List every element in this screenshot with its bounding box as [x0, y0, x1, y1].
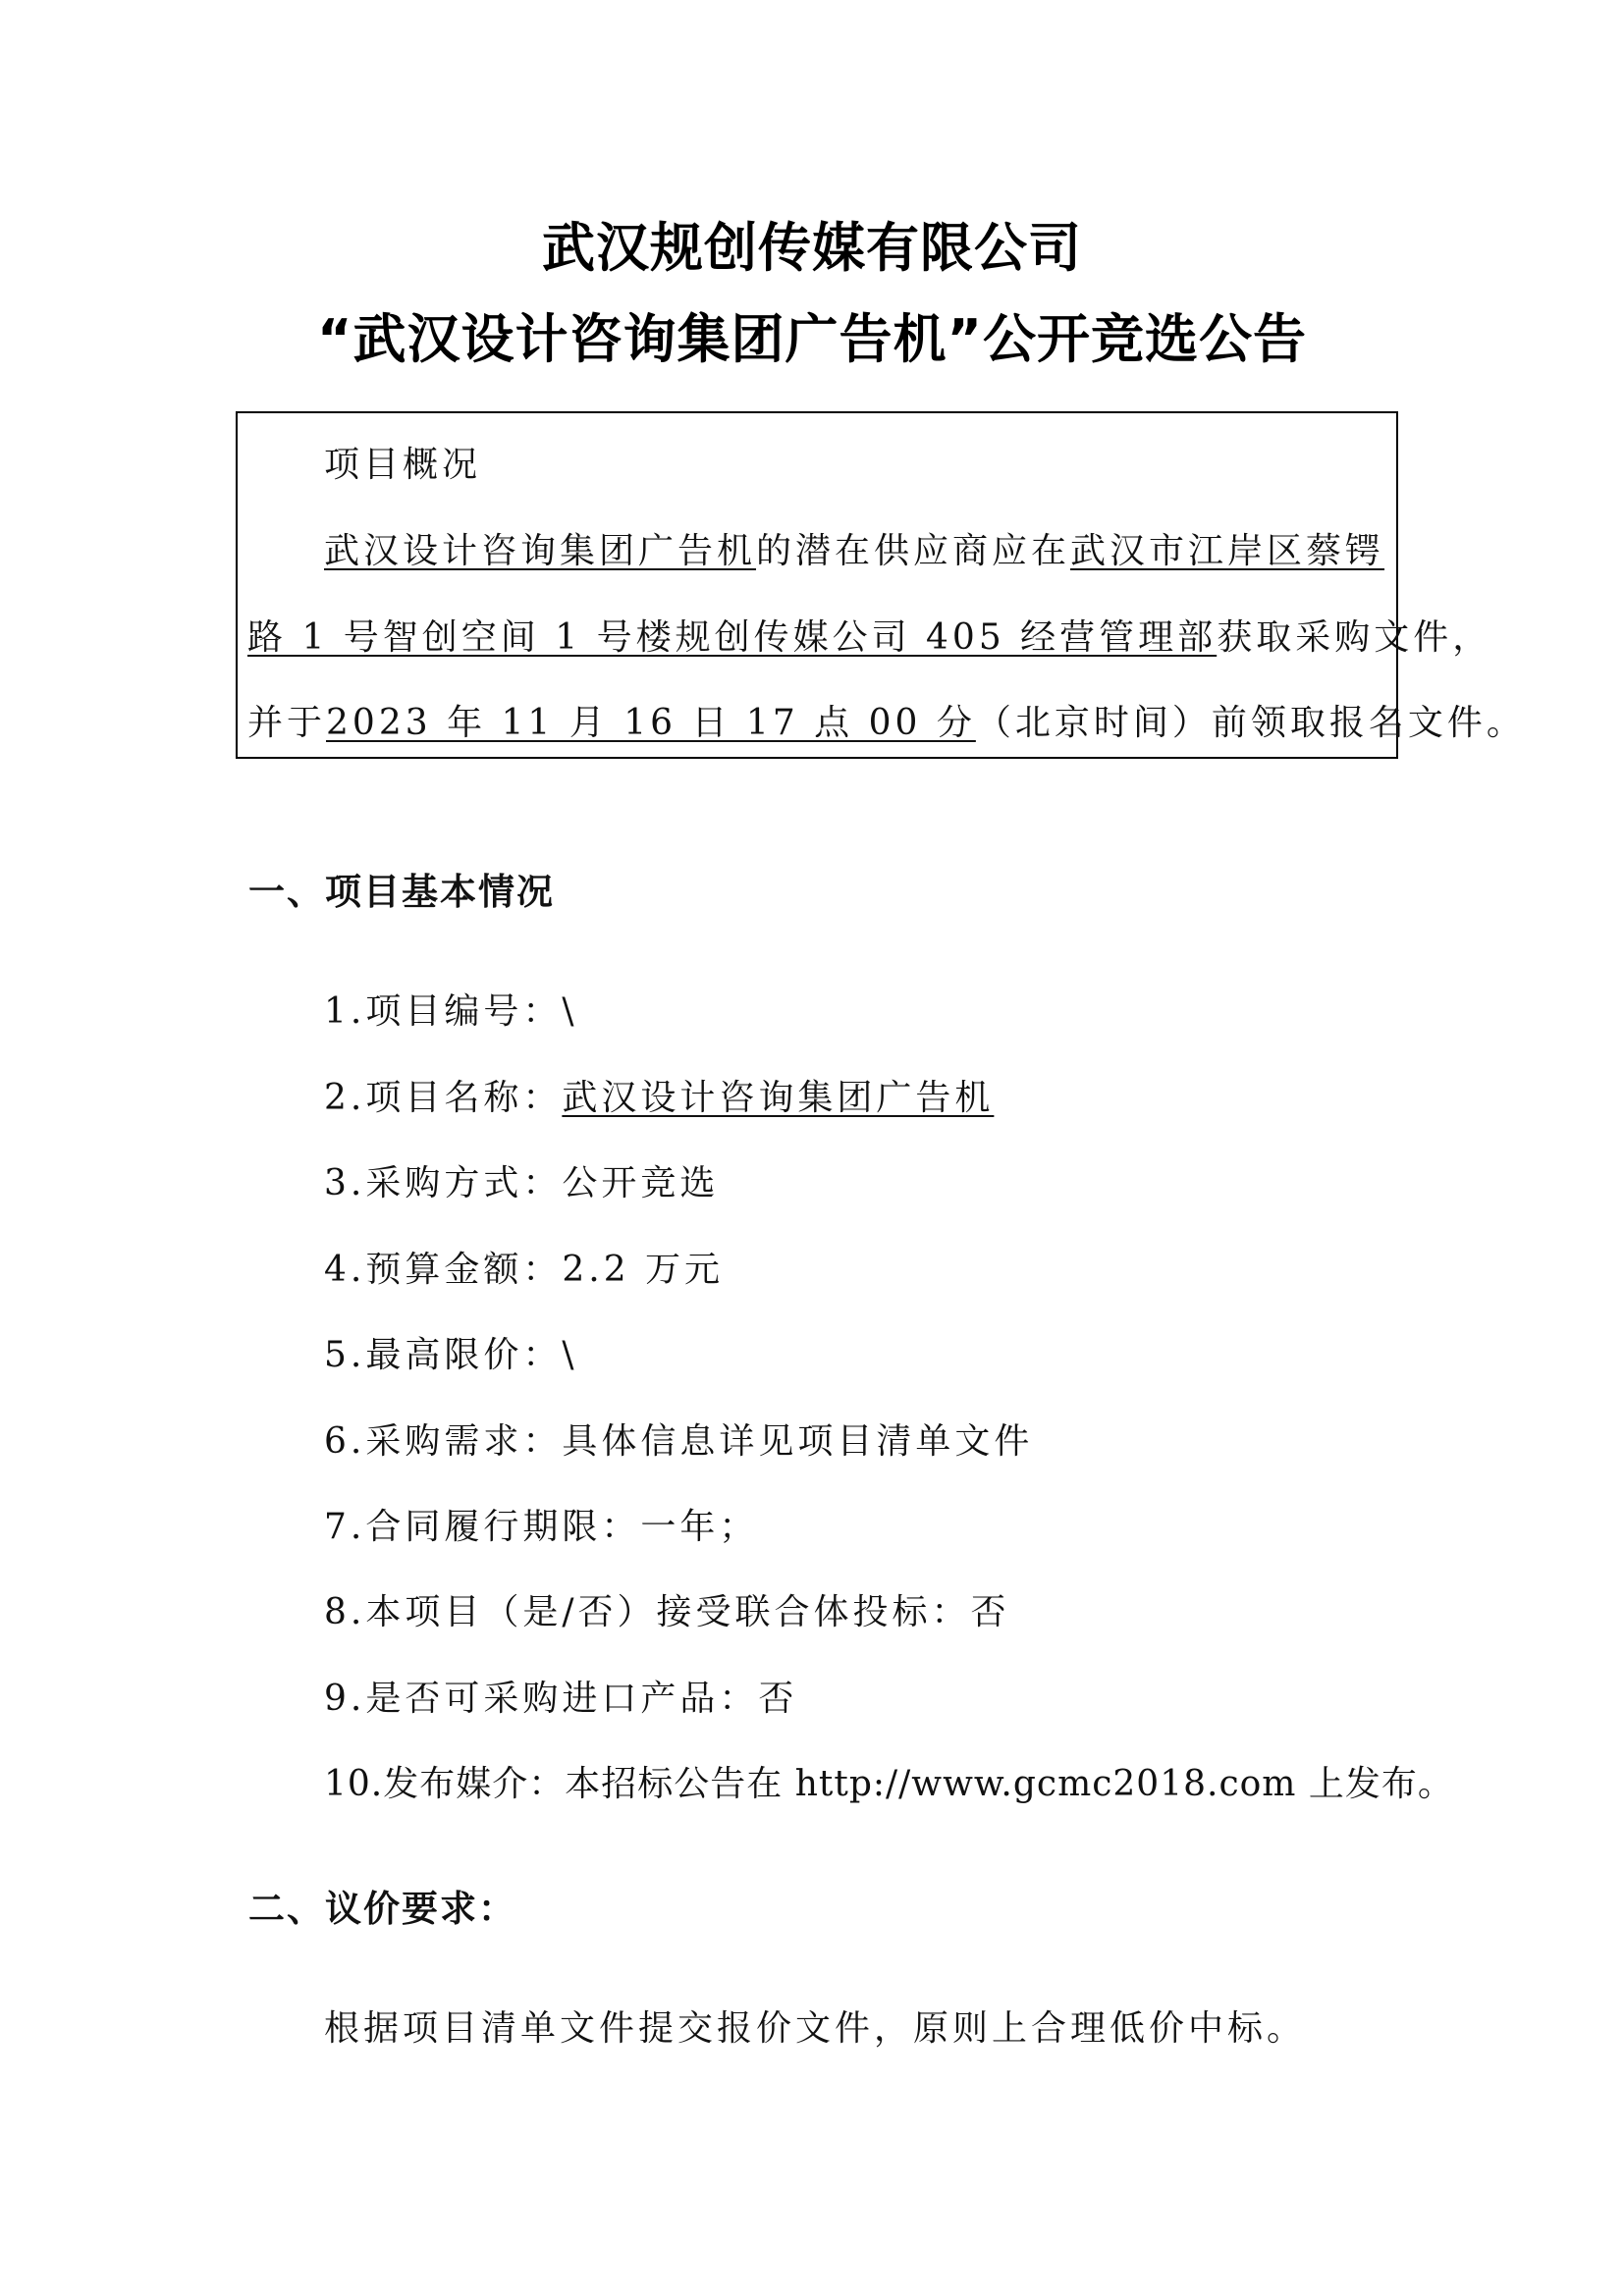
info-item-publication-media [324, 1756, 1454, 1806]
overview-deadline: 2023 年 11 月 16 日 17 点 00 分 [326, 703, 976, 743]
overview-text: （北京时间）前领取报名文件。 [975, 703, 1526, 743]
info-item-project-name [324, 1070, 994, 1120]
info-value: 公开竞选 [562, 1163, 720, 1203]
info-value: 2.2 万元 [562, 1250, 725, 1290]
info-label: 6.采购需求： [324, 1421, 563, 1462]
overview-address-part2: 路 1 号智创空间 1 号楼规创传媒公司 405 经营管理部 [247, 617, 1218, 658]
overview-line-1 [324, 523, 1384, 573]
info-item-max-price [324, 1327, 578, 1377]
info-item-project-number [324, 984, 578, 1034]
pricing-requirement-text: 根据项目清单文件提交报价文件，原则上合理低价中标。 [324, 2008, 1307, 2049]
info-item-consortium [324, 1584, 1010, 1634]
section-heading-basic-info: 一、项目基本情况 [248, 871, 555, 913]
overview-address-part1: 武汉市江岸区蔡锷 [1070, 531, 1385, 571]
info-label: 8.本项目（是/否）接受联合体投标： [324, 1592, 971, 1632]
overview-text: 并于 [247, 703, 327, 743]
overview-line-2 [247, 610, 1491, 660]
info-label: 1.项目编号： [324, 991, 563, 1032]
overview-project-name: 武汉设计咨询集团广告机 [324, 531, 757, 571]
info-value: 本招标公告在 http://www.gcmc2018.com 上发布。 [565, 1764, 1454, 1804]
section-heading-pricing: 二、议价要求： [248, 1888, 516, 1930]
info-value: 否 [758, 1679, 798, 1719]
info-label: 9.是否可采购进口产品： [324, 1679, 759, 1719]
info-item-budget [324, 1242, 724, 1292]
overview-heading: 项目概况 [324, 445, 482, 485]
info-item-requirements [324, 1414, 1033, 1464]
info-label: 7.合同履行期限： [324, 1507, 641, 1547]
info-value: 具体信息详见项目清单文件 [562, 1421, 1034, 1462]
overview-text: 的潜在供应商应在 [756, 531, 1071, 571]
overview-text: 获取采购文件， [1217, 617, 1492, 658]
info-value: \ [562, 991, 578, 1032]
info-label: 5.最高限价： [324, 1335, 563, 1375]
info-label: 4.预算金额： [324, 1250, 563, 1290]
overview-line-3 [247, 695, 1526, 745]
info-item-procurement-method [324, 1155, 719, 1205]
document-title-notice: “武汉设计咨询集团广告机”公开竞选公告 [317, 308, 1307, 370]
info-item-contract-term [324, 1499, 758, 1549]
info-value: 否 [970, 1592, 1010, 1632]
info-value: \ [562, 1335, 578, 1375]
info-label: 2.项目名称： [324, 1078, 563, 1118]
info-item-imported-products [324, 1671, 797, 1721]
info-label: 10.发布媒介： [324, 1764, 566, 1804]
info-value: 武汉设计咨询集团广告机 [562, 1078, 995, 1118]
document-title-company: 武汉规创传媒有限公司 [542, 217, 1082, 279]
info-value: 一年； [640, 1507, 759, 1547]
info-label: 3.采购方式： [324, 1163, 563, 1203]
